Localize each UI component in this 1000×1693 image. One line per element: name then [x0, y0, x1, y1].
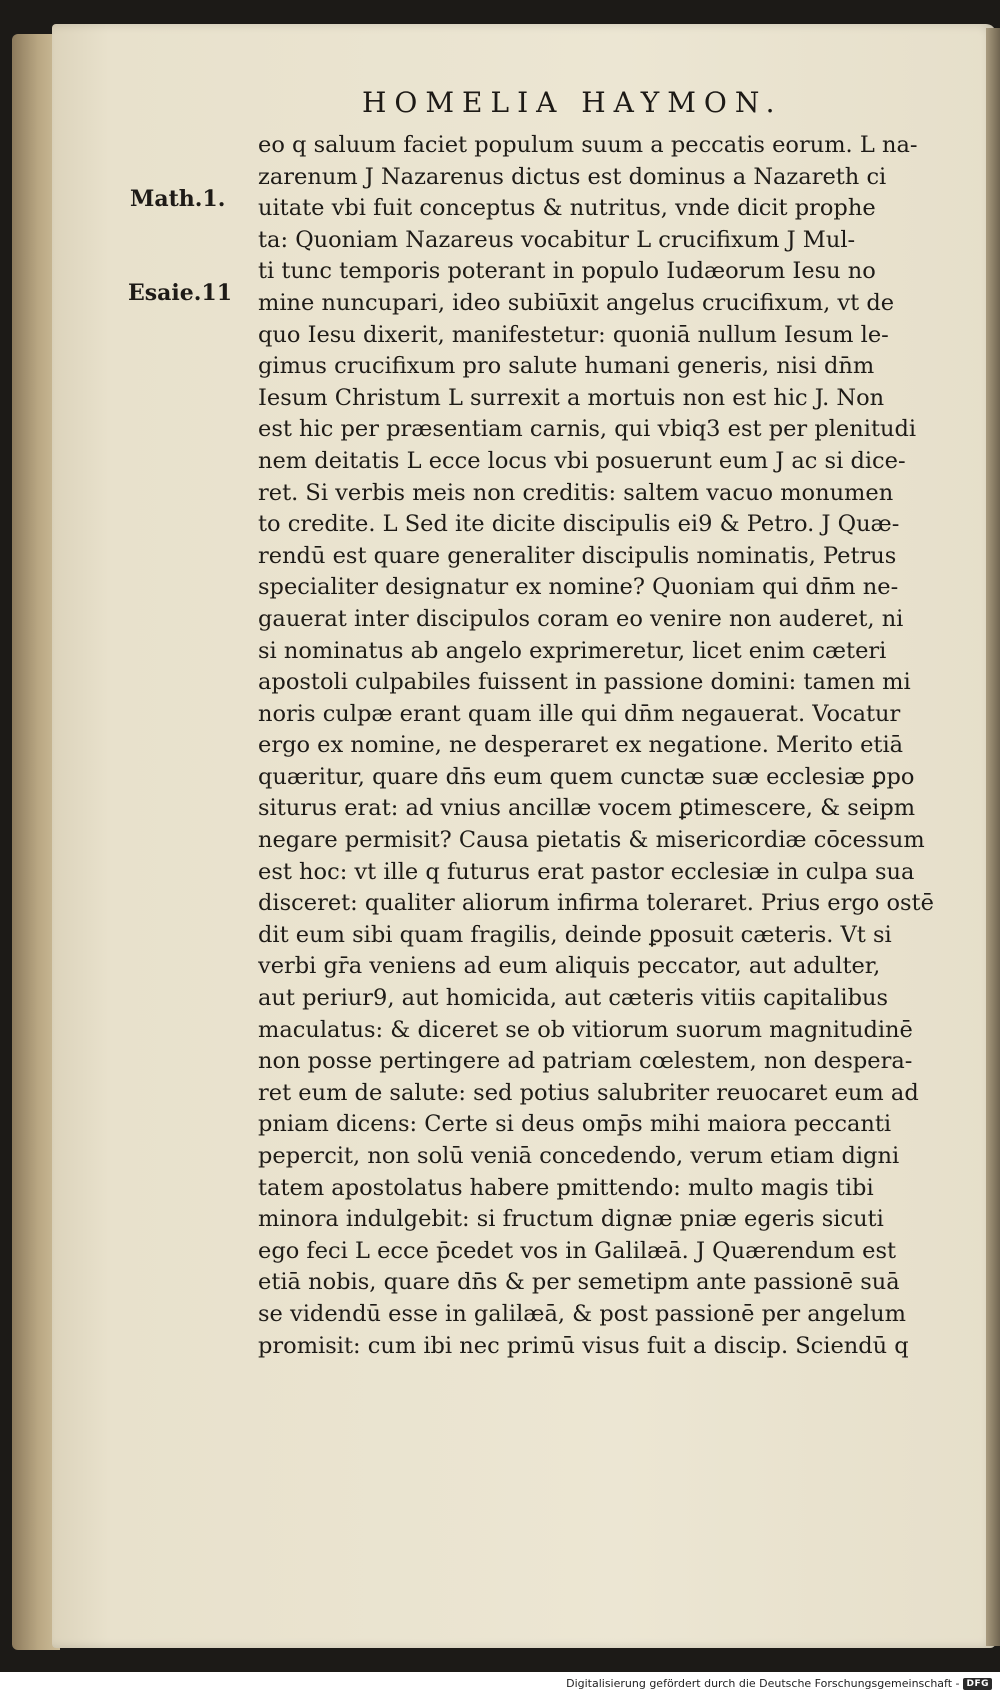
text-line: se videndū esse in galilæā, & post passionē per angelum	[258, 1300, 906, 1327]
text-line: ret eum de salute: sed potius salubriter reuocaret eum ad	[258, 1079, 919, 1106]
text-line: aut periur9, aut homicida, aut cæteris vitiis capitalibus	[258, 985, 889, 1012]
credit-text: Digitalisierung gefördert durch die Deutsche Forschungsgemeinschaft -	[566, 1677, 960, 1690]
running-head: HOMELIA HAYMON.	[362, 86, 783, 119]
text-line: etiā nobis, quare dn̄s & per semetipm ante passionē suā	[258, 1269, 900, 1296]
text-line: apostoli culpabiles fuissent in passione domini: tamen mi	[258, 669, 911, 696]
text-line: siturus erat: ad vnius ancillæ vocem ꝑtimescere, & seipm	[258, 795, 916, 822]
text-line: rendū est quare generaliter discipulis nominatis, Petrus	[258, 542, 897, 569]
digitization-credit	[566, 1677, 992, 1690]
text-line: Iesum Christum L surrexit a mortuis non est hic J. Non	[258, 384, 885, 411]
text-line: ta: Quoniam Nazareus vocabitur L crucifixum J Mul-	[258, 226, 856, 253]
text-line: tatem apostolatus habere pmittendo: multo magis tibi	[258, 1174, 874, 1201]
text-line: ret. Si verbis meis non creditis: saltem vacuo monumen	[258, 479, 894, 506]
dfg-logo: DFG	[963, 1678, 992, 1690]
text-line: to credite. L Sed ite dicite discipulis ei9 & Petro. J Quæ-	[258, 511, 900, 538]
text-line: ego feci L ecce p̄cedet vos in Galilæā. J Quærendum est	[258, 1237, 897, 1264]
text-line: est hic per præsentiam carnis, qui vbiq3 est per plenitudi	[258, 416, 917, 443]
text-line: si nominatus ab angelo exprimeretur, licet enim cæteri	[258, 637, 887, 664]
text-line: eo q saluum faciet populum suum a peccatis eorum. L na-	[258, 132, 918, 158]
text-line: gimus crucifixum pro salute humani generis, nisi dn̄m	[258, 353, 875, 380]
text-line: specialiter designatur ex nomine? Quoniam qui dn̄m ne-	[258, 574, 899, 601]
text-line: noris culpæ erant quam ille qui dn̄m negauerat. Vocatur	[258, 700, 901, 727]
text-line: est hoc: vt ille q futurus erat pastor ecclesiæ in culpa sua	[258, 858, 915, 885]
text-line: zarenum J Nazarenus dictus est dominus a Nazareth ci	[258, 163, 887, 190]
text-line: pepercit, non solū veniā concedendo, verum etiam digni	[258, 1143, 900, 1169]
marginal-note-isaiah: Esaie.11	[128, 280, 233, 306]
text-line: maculatus: & diceret se ob vitiorum suorum magnitudinē	[258, 1016, 913, 1043]
text-line: promisit: cum ibi nec primū visus fuit a discip. Sciendū q	[258, 1332, 909, 1359]
text-line: quæritur, quare dn̄s eum quem cunctæ suæ ecclesiæ ꝑpo	[258, 763, 915, 790]
text-line: ti tunc temporis poterant in populo Iudæorum Iesu no	[258, 258, 876, 285]
page-fore-edge	[986, 28, 1000, 1646]
text-line: quo Iesu dixerit, manifestetur: quoniā nullum Iesum le-	[258, 321, 889, 348]
text-line: verbi gr̄a veniens ad eum aliquis peccator, aut adulter,	[258, 953, 881, 980]
text-line: gauerat inter discipulos coram eo venire non auderet, ni	[258, 605, 904, 632]
body-text	[258, 130, 970, 1362]
text-line: negare permisit? Causa pietatis & misericordiæ cōcessum	[258, 827, 925, 854]
text-line: disceret: qualiter aliorum infirma toleraret. Prius ergo ostē	[258, 890, 934, 917]
text-line: mine nuncupari, ideo subiūxit angelus crucifixum, vt de	[258, 289, 895, 316]
text-line: non posse pertingere ad patriam cœlestem, non despera-	[258, 1048, 913, 1075]
text-line: nem deitatis L ecce locus vbi posuerunt eum J ac si dice-	[258, 447, 906, 474]
text-line: pniam dicens: Certe si deus omp̄s mihi maiora peccanti	[258, 1111, 892, 1138]
text-line: uitate vbi fuit conceptus & nutritus, vnde dicit prophe	[258, 195, 876, 222]
text-line: dit eum sibi quam fragilis, deinde ꝑposuit cæteris. Vt si	[258, 921, 892, 948]
text-line: ergo ex nomine, ne desperaret ex negatione. Merito etiā	[258, 732, 904, 759]
text-line: minora indulgebit: si fructum dignæ pniæ egeris sicuti	[258, 1206, 884, 1233]
marginal-note-matthew: Math.1.	[130, 186, 226, 212]
